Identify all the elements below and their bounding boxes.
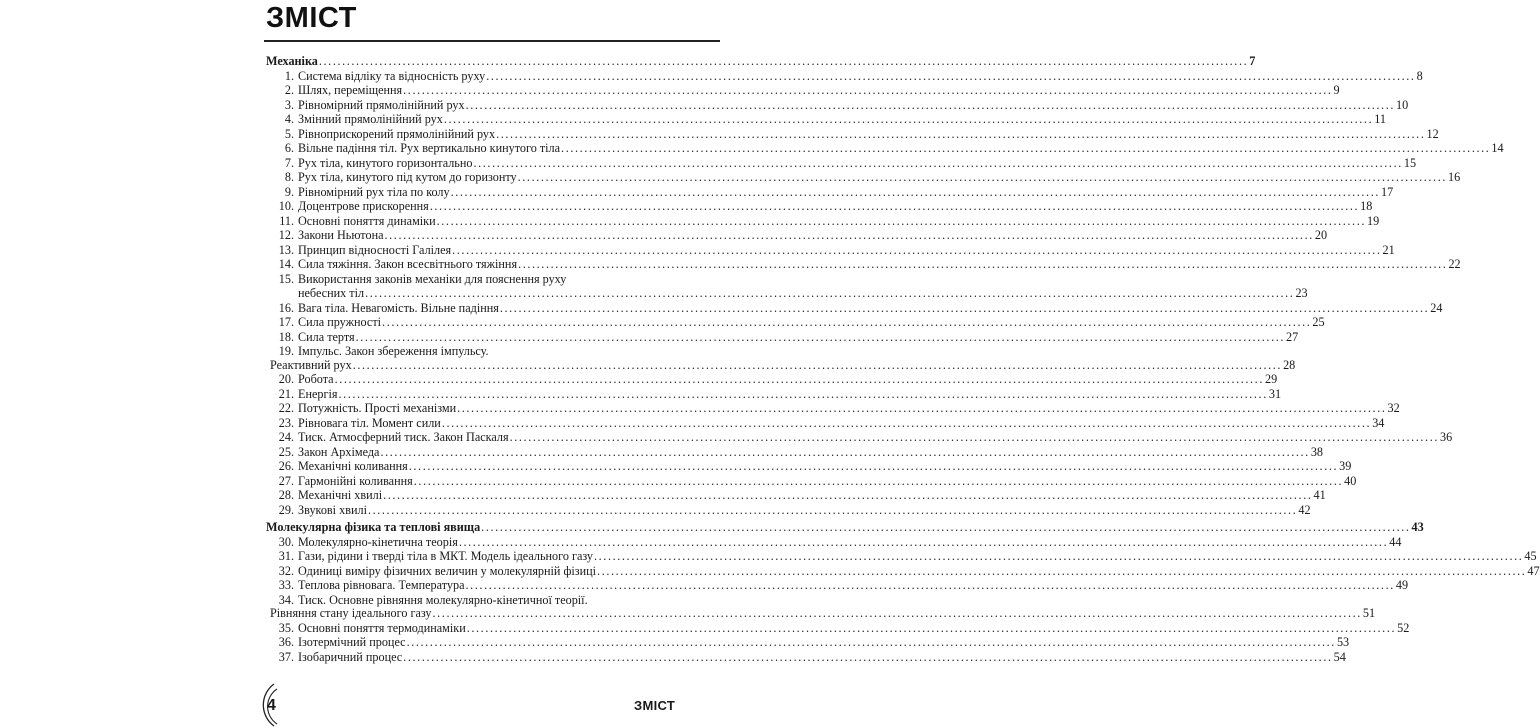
toc-leader-dots: ........................................................................................................................................................................................................ — [465, 578, 1395, 592]
toc-entry — [266, 155, 1417, 171]
page-corner-arc-decoration — [244, 680, 284, 728]
toc-entry-title: Механічні коливання — [298, 459, 408, 473]
toc-entry-title: Тиск. Основне рівняння молекулярно-кінетичної теорії. — [298, 592, 588, 607]
toc-entry-title: Гази, рідини і тверді тіла в МКТ. Модель ідеального газу — [298, 549, 594, 563]
toc-leader-dots: ........................................................................................................................................................................................................ — [367, 502, 1298, 517]
toc-entry-title: Ізотермічний процес — [298, 635, 406, 649]
toc-entry-number: 15. — [278, 271, 294, 286]
page-number: 4 — [267, 697, 276, 714]
toc-entry-title: Сила пружності — [298, 315, 382, 329]
toc-entry — [266, 126, 1439, 142]
toc-entry-title: Закон Архімеда — [298, 444, 380, 459]
toc-page-number: 39 — [1339, 459, 1352, 473]
toc-page-number: 21 — [1382, 242, 1395, 257]
toc-entry-number: 9. — [284, 184, 294, 199]
toc-page-number: 19 — [1367, 213, 1380, 228]
toc-entry-number: 20. — [278, 372, 294, 386]
toc-entry — [266, 649, 1346, 665]
toc-page-number: 36 — [1439, 430, 1453, 444]
toc-entry — [266, 329, 1299, 345]
toc-entry-title: Шлях, переміщення — [298, 83, 403, 97]
toc-leader-dots: ........................................................................................................................................................................................................ — [403, 649, 1333, 664]
toc-entry-title: Вільне падіння тіл. Рух вертикально кинутого тіла — [298, 141, 561, 155]
toc-entry-number: 14. — [278, 257, 294, 271]
toc-entry-title: Одиниці виміру фізичних величин у молекулярній фізиці — [298, 563, 597, 578]
toc-entry — [266, 213, 1380, 229]
toc-entry-number: 7. — [284, 155, 294, 170]
toc-page-number: 49 — [1395, 578, 1409, 592]
toc-page-number: 24 — [1430, 300, 1443, 315]
toc-entry-title: Гармонійні коливання — [298, 473, 413, 488]
toc-entry — [266, 372, 1278, 387]
toc-entry-title: Реактивний рух — [270, 357, 352, 372]
toc-entry — [266, 83, 1340, 98]
toc-entry-number: 32. — [278, 563, 294, 578]
toc-entry-title: Доцентрове прискорення — [298, 199, 429, 213]
toc-entry-number: 2. — [284, 83, 294, 97]
toc-entry-title: Основні поняття термодинаміки — [298, 620, 466, 635]
toc-entry-title: Система відліку та відносність руху — [298, 68, 486, 83]
toc-entry — [266, 473, 1357, 489]
toc-entry-title: Ізобаричний процес — [298, 649, 403, 664]
toc-page-number: 54 — [1333, 649, 1346, 664]
toc-entry-title: Робота — [298, 372, 334, 386]
toc-entry-number: 34. — [278, 592, 294, 607]
toc-leader-dots: ........................................................................................................................................................................................................ — [517, 170, 1447, 184]
toc-entry-number: 26. — [278, 459, 294, 473]
toc-page-number: 52 — [1397, 620, 1410, 635]
toc-leader-dots: ........................................................................................................................................................................................................ — [452, 242, 1382, 257]
toc-entry-title: Молекулярна фізика та теплові явища — [266, 520, 481, 534]
title-underline — [264, 40, 720, 42]
toc-page-number: 45 — [1524, 549, 1537, 563]
toc-leader-dots: ........................................................................................................................................................................................................ — [380, 444, 1310, 459]
toc-entry — [266, 68, 1423, 84]
toc-entry-title: Змінний прямолінійний рух — [298, 112, 443, 126]
toc-leader-dots: ........................................................................................................................................................................................................ — [473, 155, 1403, 170]
toc-entry-number: 35. — [278, 620, 294, 635]
toc-leader-dots: ........................................................................................................................................................................................................ — [458, 534, 1389, 549]
toc-entry-number: 21. — [278, 386, 294, 401]
toc-page-number: 18 — [1360, 199, 1373, 213]
toc-entry-number: 5. — [284, 126, 294, 141]
toc-leader-dots: ........................................................................................................................................................................................................ — [465, 97, 1395, 112]
toc-entry — [266, 502, 1311, 518]
toc-page-number: 31 — [1268, 386, 1282, 401]
toc-leader-dots: ........................................................................................................................................................................................................ — [561, 141, 1491, 155]
toc-entry-number: 6. — [284, 141, 294, 155]
toc-entry-number: 4. — [284, 112, 294, 126]
toc-leader-dots: ........................................................................................................................................................................................................ — [481, 520, 1411, 534]
toc-entry-number: 36. — [278, 635, 294, 649]
toc-page-number: 23 — [1295, 286, 1308, 300]
toc-page-number: 9 — [1333, 83, 1340, 97]
toc-entry — [266, 170, 1461, 185]
toc-page-number: 7 — [1249, 54, 1256, 68]
toc-leader-dots: ........................................................................................................................................................................................................ — [443, 112, 1374, 126]
toc-leader-dots: ........................................................................................................................................................................................................ — [499, 300, 1430, 315]
toc-leader-dots: ........................................................................................................................................................................................................ — [406, 635, 1336, 649]
toc-entry — [266, 401, 1400, 416]
toc-leader-dots: ........................................................................................................................................................................................................ — [352, 357, 1283, 372]
toc-entry — [266, 549, 1537, 564]
toc-entry-title: Тиск. Атмосферний тиск. Закон Паскаля — [298, 430, 509, 444]
toc-leader-dots: ........................................................................................................................................................................................................ — [383, 488, 1313, 502]
toc-entry — [266, 315, 1325, 330]
toc-entry — [266, 286, 1308, 301]
toc-leader-dots: ........................................................................................................................................................................................................ — [429, 199, 1360, 213]
toc-entry-number: 30. — [278, 534, 294, 549]
toc-leader-dots: ........................................................................................................................................................................................................ — [355, 329, 1286, 344]
toc-entry-number: 31. — [278, 549, 294, 563]
toc-section — [266, 520, 1424, 535]
toc-leader-dots: ........................................................................................................................................................................................................ — [441, 415, 1372, 430]
toc-entry-title: Рівновага тіл. Момент сили — [298, 415, 441, 430]
toc-entry — [266, 97, 1409, 113]
toc-page-number: 40 — [1344, 473, 1357, 488]
toc-leader-dots: ........................................................................................................................................................................................................ — [509, 430, 1439, 444]
toc-entry-title: Закони Ньютона — [298, 228, 384, 242]
toc-entry-title: Механічні хвилі — [298, 488, 383, 502]
toc-entry-number: 17. — [278, 315, 294, 329]
toc-entry — [266, 141, 1504, 156]
toc-page-number: 38 — [1310, 444, 1323, 459]
toc-entry-number: 11. — [279, 213, 294, 228]
toc-page-number: 8 — [1416, 68, 1423, 83]
toc-leader-dots: ........................................................................................................................................................................................................ — [384, 228, 1314, 242]
toc-entry-number: 12. — [278, 228, 294, 242]
toc-entry-title: Звукові хвилі — [298, 502, 367, 517]
toc-leader-dots: ........................................................................................................................................................................................................ — [457, 401, 1387, 415]
toc-leader-dots: ........................................................................................................................................................................................................ — [597, 563, 1527, 578]
toc-entry-title: Рівномірний прямолінійний рух — [298, 97, 465, 112]
toc-entry-title: Рух тіла, кинутого під кутом до горизонту — [298, 170, 517, 184]
toc-entry-number: 23. — [278, 415, 294, 430]
toc-entry-title: Енергія — [298, 386, 338, 401]
toc-entry-number: 27. — [278, 473, 294, 488]
toc-entry — [266, 386, 1282, 402]
toc-page-number: 25 — [1312, 315, 1325, 329]
toc-entry-number: 1. — [284, 68, 294, 83]
toc-entry — [266, 444, 1323, 460]
toc-page-number: 29 — [1264, 372, 1278, 386]
toc-page-number: 27 — [1286, 329, 1299, 344]
toc-page-number: 32 — [1387, 401, 1400, 415]
toc-entry-number: 22. — [278, 401, 294, 415]
toc-page-number: 44 — [1389, 534, 1402, 549]
toc-leader-dots: ........................................................................................................................................................................................................ — [450, 184, 1380, 199]
toc-leader-dots: ........................................................................................................................................................................................................ — [436, 213, 1366, 228]
toc-entry-number: 24. — [278, 430, 294, 444]
table-of-contents — [266, 54, 1540, 664]
toc-entry — [266, 184, 1394, 200]
toc-entry-title: Використання законів механіки для пояснення руху — [298, 271, 567, 286]
toc-entry — [266, 357, 1296, 373]
running-title: ЗМІСТ — [634, 698, 676, 713]
toc-entry-title: Сила тяжіння. Закон всесвітнього тяжіння — [298, 257, 518, 271]
toc-entry-title: Принцип відносності Галілея — [298, 242, 452, 257]
toc-entry — [266, 199, 1373, 214]
toc-entry-title: Сила тертя — [298, 329, 355, 344]
toc-leader-dots: ........................................................................................................................................................................................................ — [334, 372, 1264, 386]
toc-entry-number: 37. — [278, 649, 294, 664]
toc-entry — [266, 620, 1410, 636]
toc-entry-title: Рівномірний рух тіла по колу — [298, 184, 450, 199]
toc-entry — [266, 563, 1540, 579]
toc-leader-dots: ........................................................................................................................................................................................................ — [413, 473, 1344, 488]
toc-entry-number: 10. — [278, 199, 294, 213]
toc-entry — [266, 344, 668, 359]
toc-entry — [266, 578, 1409, 593]
toc-entry-title: Основні поняття динаміки — [298, 213, 436, 228]
toc-entry-title: Рівняння стану ідеального газу — [270, 606, 432, 620]
toc-page-number: 43 — [1411, 520, 1424, 534]
toc-leader-dots: ........................................................................................................................................................................................................ — [318, 54, 1249, 68]
toc-entry-title: Потужність. Прості механізми — [298, 401, 457, 415]
toc-entry-number: 33. — [278, 578, 294, 592]
toc-entry-number: 3. — [284, 97, 294, 112]
toc-entry-title: Молекулярно-кінетична теорія — [298, 534, 458, 549]
toc-leader-dots: ........................................................................................................................................................................................................ — [486, 68, 1416, 83]
toc-page-number: 41 — [1313, 488, 1326, 502]
toc-leader-dots: ........................................................................................................................................................................................................ — [382, 315, 1312, 329]
toc-page-number: 15 — [1403, 155, 1417, 170]
toc-entry-title: Теплова рівновага. Температура — [298, 578, 465, 592]
toc-leader-dots: ........................................................................................................................................................................................................ — [403, 83, 1333, 97]
toc-leader-dots: ........................................................................................................................................................................................................ — [466, 620, 1397, 635]
toc-entry — [266, 635, 1350, 650]
toc-entry-number: 25. — [278, 444, 294, 459]
toc-entry-title: Вага тіла. Невагомість. Вільне падіння — [298, 300, 499, 315]
toc-entry-number: 8. — [284, 170, 294, 184]
toc-entry — [266, 459, 1352, 474]
toc-entry-title: небесних тіл — [298, 286, 365, 300]
toc-entry-number: 16. — [278, 300, 294, 315]
toc-leader-dots: ........................................................................................................................................................................................................ — [338, 386, 1268, 401]
toc-page-number: 11 — [1374, 112, 1386, 126]
toc-entry-title: Рівноприскорений прямолінійний рух — [298, 126, 496, 141]
toc-entry — [266, 534, 1402, 550]
toc-leader-dots: ........................................................................................................................................................................................................ — [365, 286, 1295, 300]
toc-entry-number: 13. — [278, 242, 294, 257]
toc-page-number: 10 — [1395, 97, 1409, 112]
toc-entry-number: 29. — [278, 502, 294, 517]
toc-entry — [266, 300, 1443, 316]
toc-entry-number: 19. — [278, 344, 294, 358]
toc-section — [266, 54, 1256, 69]
toc-entry-number: 18. — [278, 329, 294, 344]
toc-page-number: 20 — [1314, 228, 1328, 242]
toc-leader-dots: ........................................................................................................................................................................................................ — [496, 126, 1426, 141]
toc-entry — [266, 593, 668, 608]
toc-page-number: 42 — [1298, 502, 1311, 517]
toc-page-number: 22 — [1448, 257, 1461, 271]
toc-page-number: 12 — [1426, 126, 1439, 141]
toc-leader-dots: ........................................................................................................................................................................................................ — [432, 606, 1362, 620]
toc-page-number: 51 — [1362, 606, 1376, 620]
toc-entry-number: 28. — [278, 488, 294, 502]
toc-entry — [266, 242, 1395, 258]
toc-entry — [266, 112, 1386, 127]
toc-page-number: 28 — [1283, 357, 1296, 372]
toc-entry — [266, 272, 668, 287]
toc-page-number: 47 — [1527, 563, 1540, 578]
toc-leader-dots: ........................................................................................................................................................................................................ — [518, 257, 1448, 271]
toc-entry — [266, 606, 1376, 621]
toc-leader-dots: ........................................................................................................................................................................................................ — [594, 549, 1524, 563]
toc-entry — [266, 228, 1328, 243]
toc-entry — [266, 257, 1461, 272]
toc-page-number: 16 — [1448, 170, 1461, 184]
toc-entry — [266, 430, 1453, 445]
toc-page-number: 53 — [1336, 635, 1350, 649]
toc-page-number: 34 — [1372, 415, 1385, 430]
toc-entry — [266, 415, 1385, 431]
toc-leader-dots: ........................................................................................................................................................................................................ — [408, 459, 1339, 473]
toc-page-number: 17 — [1380, 184, 1394, 199]
page-title: ЗМІСТ — [266, 2, 357, 34]
toc-entry-title: Імпульс. Закон збереження імпульсу. — [298, 344, 489, 358]
toc-page-number: 14 — [1491, 141, 1504, 155]
toc-entry-title: Рух тіла, кинутого горизонтально — [298, 155, 473, 170]
toc-entry — [266, 488, 1326, 503]
toc-entry-title: Механіка — [266, 54, 318, 68]
